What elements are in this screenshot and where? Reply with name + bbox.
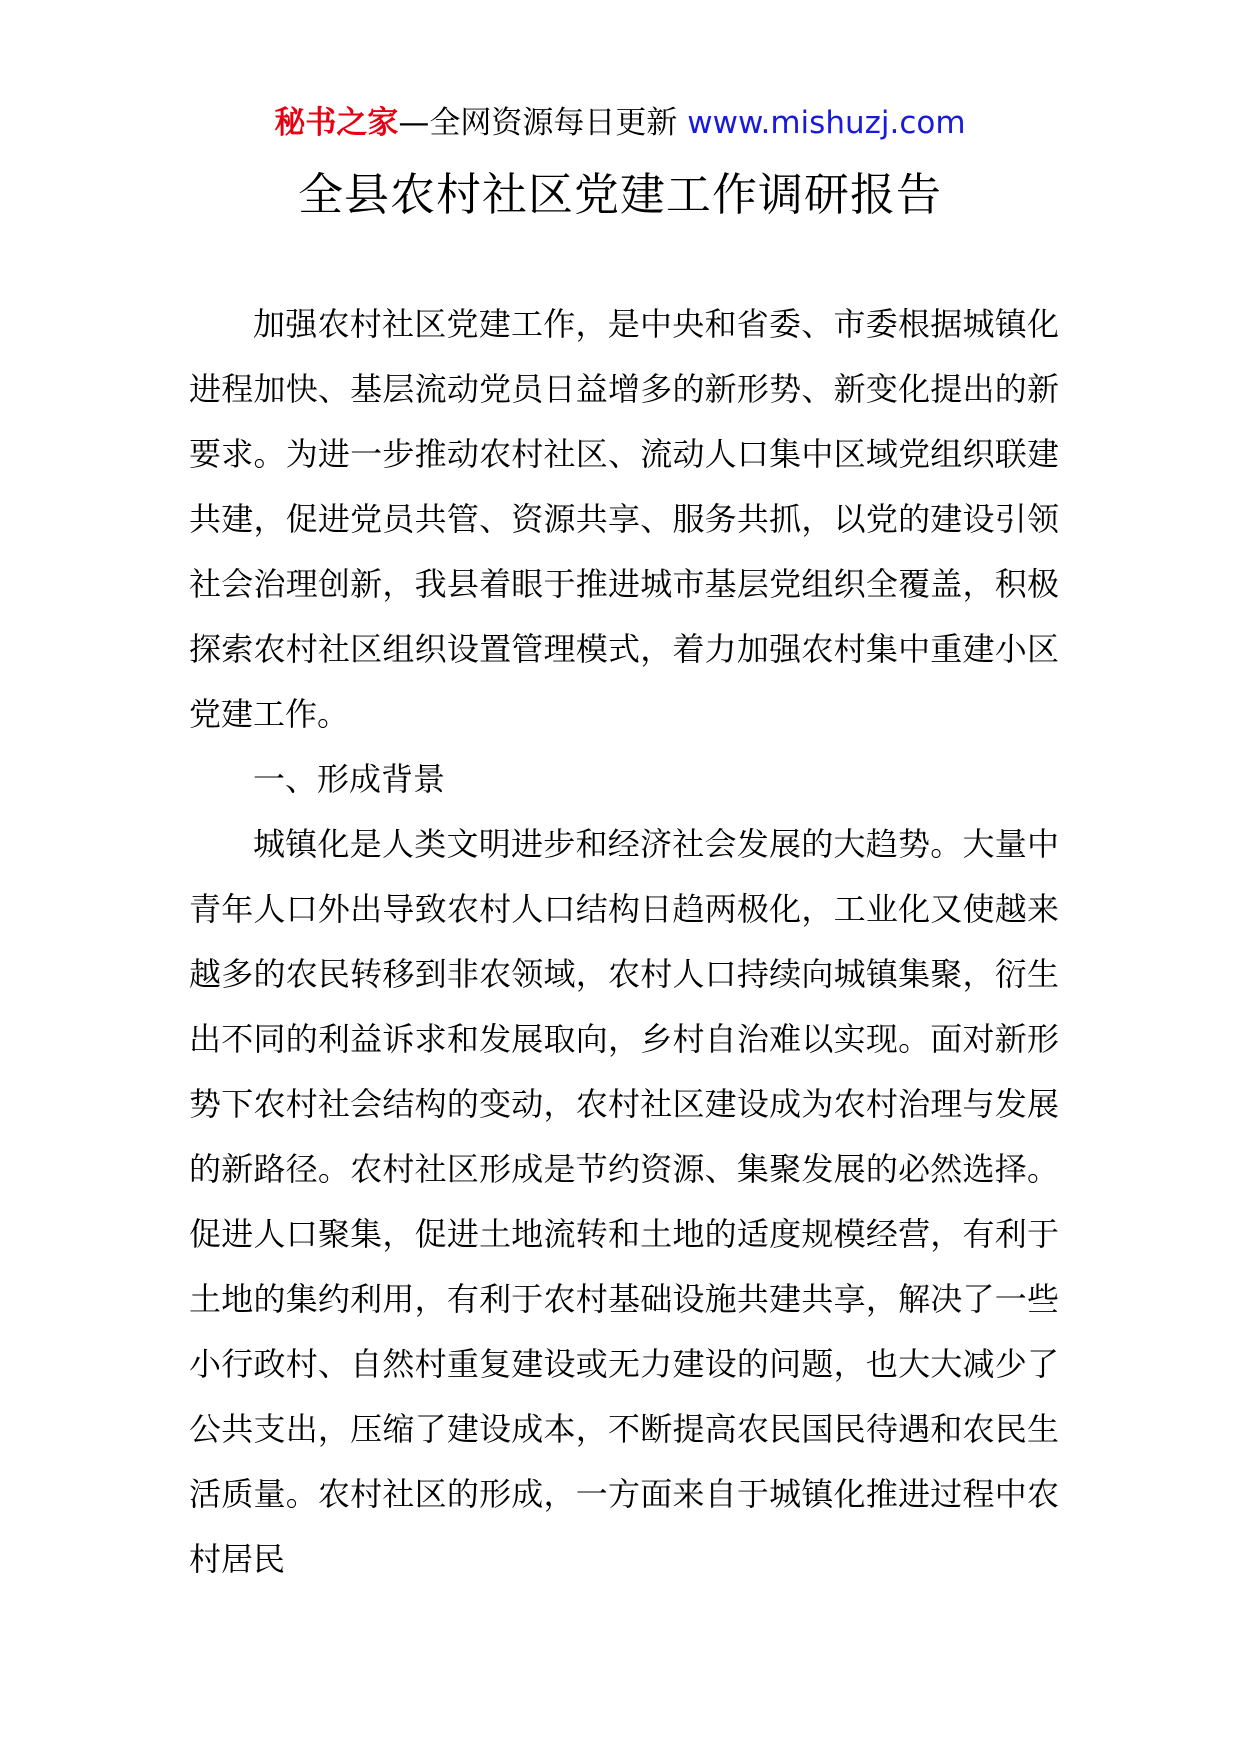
section-heading-background: 一、形成背景 — [253, 760, 446, 798]
paragraph-background: 城镇化是人类文明进步和经济社会发展的大趋势。大量中青年人口外出导致农村人口结构日趋两极化，工业化又使越来越多的农民转移到非农领域，农村人口持续向城镇集聚，衍生出不同的利益诉求和发展取向，乡村自治难以实现。面对新形势下农村社会结构的变动，农村社区建设成为农村治理与发展的新路径。农村社区形成是节约资源、集聚发展的必然选择。促进人口聚集，促进土地流转和土地的适度规模经营，有利于土地的集约利用，有利于农村基础设施共建共享，解决了一些小行政村、自然村重复建设或无力建设的问题，也大大减少了公共支出，压缩了建设成本，不断提高农民国民待遇和农民生活质量。农村社区的形成，一方面来自于城镇化推进过程中农村居民 — [189, 825, 1059, 1578]
site-url-link[interactable]: www.mishuzj.com — [687, 105, 966, 141]
document-body — [189, 292, 1059, 1592]
document-title: 全县农村社区党建工作调研报告 — [297, 168, 942, 221]
paragraph-intro: 加强农村社区党建工作，是中央和省委、市委根据城镇化进程加快、基层流动党员日益增多的新形势、新变化提出的新要求。为进一步推动农村社区、流动人口集中区域党组织联建共建，促进党员共管、资源共享、服务共抓，以党的建设引领社会治理创新，我县着眼于推进城市基层党组织全覆盖，积极探索农村社区组织设置管理模式，着力加强农村集中重建小区党建工作。 — [189, 305, 1059, 733]
site-header — [0, 98, 1240, 148]
site-brand: 秘书之家 — [274, 105, 399, 141]
site-slogan: —全网资源每日更新 — [398, 105, 688, 141]
